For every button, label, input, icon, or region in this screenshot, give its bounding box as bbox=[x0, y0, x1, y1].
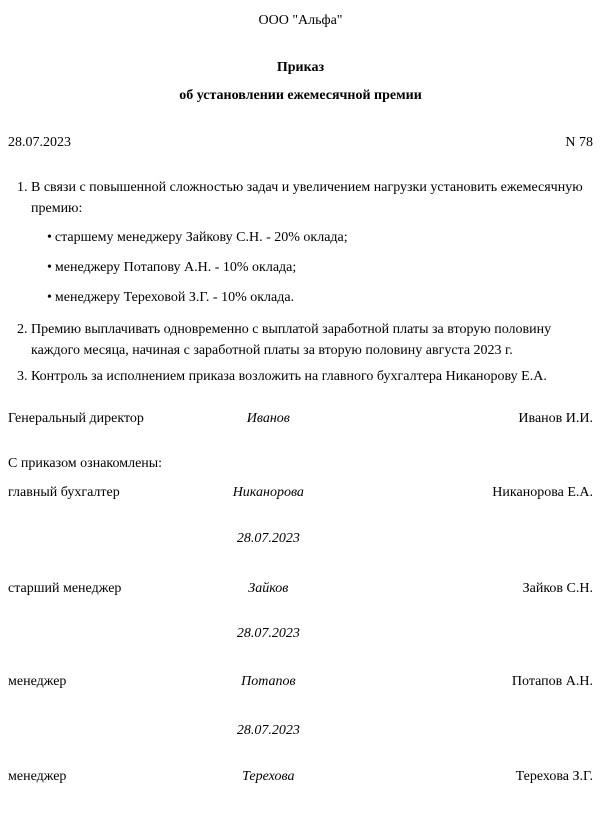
signer-role: главный бухгалтер bbox=[8, 485, 120, 500]
document-subtitle: об установлении ежемесячной премии bbox=[179, 88, 422, 103]
ack-signature-date: 28.07.2023 bbox=[236, 531, 300, 546]
meta-row bbox=[8, 132, 593, 153]
company-name: ООО "Альфа" bbox=[258, 13, 343, 28]
item-text: В связи с повышенной сложностью задач и увеличением нагрузки установить ежемесячную премию: bbox=[31, 180, 583, 216]
item-number: 1. bbox=[17, 180, 28, 195]
order-item-3 bbox=[8, 366, 593, 387]
item-text: Контроль за исполнением приказа возложить на главного бухгалтера Никанорову Е.А. bbox=[31, 369, 547, 384]
document-number: N 78 bbox=[565, 135, 593, 150]
item-number: 3. bbox=[17, 369, 28, 384]
signature-facsimile: Никанорова bbox=[232, 485, 304, 500]
document-title: Приказ bbox=[276, 60, 325, 75]
signature-facsimile: Терехова bbox=[242, 769, 295, 784]
signer-name: Иванов И.И. bbox=[518, 411, 593, 426]
ack-signature-row bbox=[8, 671, 593, 692]
signature-facsimile: Иванов bbox=[246, 411, 290, 426]
bullet-item bbox=[31, 257, 593, 278]
item-number: 2. bbox=[17, 322, 28, 337]
signer-name: Зайков С.Н. bbox=[522, 581, 593, 596]
bullet-text: старшему менеджеру Зайкову С.Н. - 20% оклада; bbox=[54, 230, 348, 245]
ack-signature-date: 28.07.2023 bbox=[236, 723, 300, 738]
ack-signature-row bbox=[8, 482, 593, 503]
director-signature-row bbox=[8, 408, 593, 429]
ack-signature-date: 28.07.2023 bbox=[236, 626, 300, 641]
signer-role: Генеральный директор bbox=[8, 411, 144, 426]
signer-role: менеджер bbox=[8, 769, 67, 784]
bullet-icon: • bbox=[47, 230, 52, 245]
signer-name: Терехова З.Г. bbox=[515, 769, 593, 784]
signer-role: менеджер bbox=[8, 674, 67, 689]
signer-role: старший менеджер bbox=[8, 581, 122, 596]
signer-name: Потапов А.Н. bbox=[511, 674, 593, 689]
bullet-icon: • bbox=[47, 290, 52, 305]
signature-facsimile: Зайков bbox=[248, 581, 289, 596]
signature-facsimile: Потапов bbox=[241, 674, 296, 689]
ack-signature-row bbox=[8, 766, 593, 787]
document-date: 28.07.2023 bbox=[8, 135, 71, 150]
bullet-text: менеджеру Потапову А.Н. - 10% оклада; bbox=[54, 260, 297, 275]
bullet-text: менеджеру Тереховой З.Г. - 10% оклада. bbox=[54, 290, 295, 305]
item-text: Премию выплачивать одновременно с выплатой заработной платы за вторую половину каждого месяца, начиная с заработной платы за вторую половину августа 2023 г. bbox=[31, 322, 552, 358]
item-text-block bbox=[31, 177, 593, 308]
bullet-icon: • bbox=[47, 260, 52, 275]
bullet-item bbox=[31, 287, 593, 308]
ack-signature-row bbox=[8, 578, 593, 599]
order-item-1 bbox=[8, 177, 593, 308]
signer-name: Никанорова Е.А. bbox=[492, 485, 593, 500]
order-item-2 bbox=[8, 319, 593, 361]
bullet-item bbox=[31, 227, 593, 248]
acknowledged-label: С приказом ознакомлены: bbox=[8, 456, 163, 471]
